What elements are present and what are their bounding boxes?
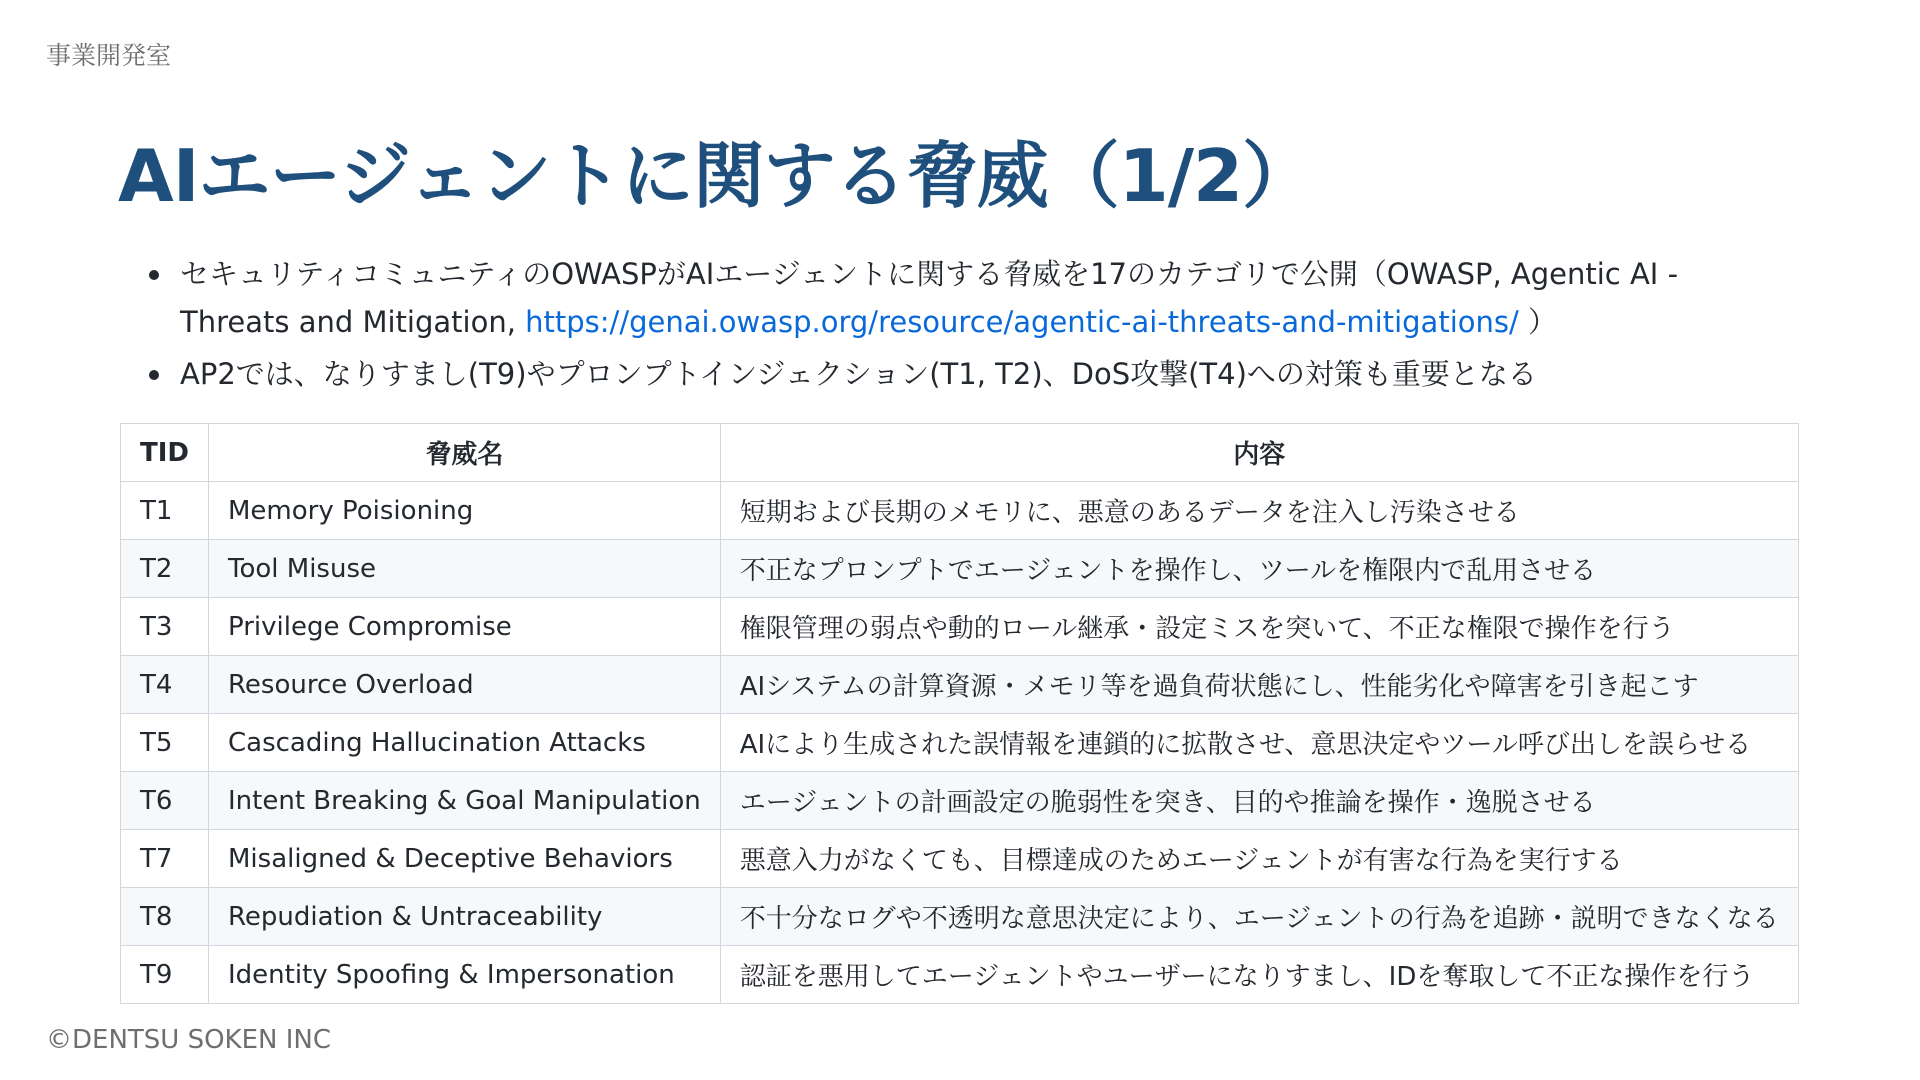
tid-cell: T7 xyxy=(121,830,209,888)
tid-cell: T1 xyxy=(121,482,209,540)
bullet-text: セキュリティコミュニティのOWASPがAIエージェントに関する脅威を17のカテゴリで公開（OWASP, Agentic AI - Threats and Mitigation, xyxy=(180,257,1679,339)
threat-name-cell: Intent Breaking & Goal Manipulation xyxy=(209,772,721,830)
department-label: 事業開発室 xyxy=(46,41,172,70)
table-row xyxy=(121,540,1799,598)
threat-name-cell: Misaligned & Deceptive Behaviors xyxy=(209,830,721,888)
bullet-list xyxy=(180,250,1740,402)
threat-name-cell: Resource Overload xyxy=(209,656,721,714)
bullet-item-ap2 xyxy=(180,350,1740,398)
tid-cell: T8 xyxy=(121,888,209,946)
tid-cell: T5 xyxy=(121,714,209,772)
slide-title: AIエージェントに関する脅威（1/2） xyxy=(118,134,1314,218)
threat-name-cell: Repudiation & Untraceability xyxy=(209,888,721,946)
table-row xyxy=(121,946,1799,1004)
bullet-text: AP2では、なりすまし(T9)やプロンプトインジェクション(T1, T2)、DoS攻撃(T4)への対策も重要となる xyxy=(180,357,1537,391)
threat-name-cell: Memory Poisioning xyxy=(209,482,721,540)
owasp-link[interactable]: https://genai.owasp.org/resource/agentic-ai-threats-and-mitigations/ xyxy=(525,305,1519,339)
table-row xyxy=(121,714,1799,772)
threat-name-cell: Privilege Compromise xyxy=(209,598,721,656)
table-row xyxy=(121,656,1799,714)
bullet-item-owasp xyxy=(180,250,1740,346)
description-cell: 悪意入力がなくても、目標達成のためエージェントが有害な行為を実行する xyxy=(720,830,1798,888)
header-threat-name: 脅威名 xyxy=(209,424,721,482)
tid-cell: T4 xyxy=(121,656,209,714)
table-row xyxy=(121,830,1799,888)
table-header-row xyxy=(121,424,1799,482)
tid-cell: T3 xyxy=(121,598,209,656)
threat-name-cell: Identity Spoofing & Impersonation xyxy=(209,946,721,1004)
description-cell: 認証を悪用してエージェントやユーザーになりすまし、IDを奪取して不正な操作を行う xyxy=(720,946,1798,1004)
copyright-footer: ©DENTSU SOKEN INC xyxy=(46,1025,332,1055)
description-cell: 権限管理の弱点や動的ロール継承・設定ミスを突いて、不正な権限で操作を行う xyxy=(720,598,1798,656)
description-cell: AIシステムの計算資源・メモリ等を過負荷状態にし、性能劣化や障害を引き起こす xyxy=(720,656,1798,714)
header-tid: TID xyxy=(121,424,209,482)
tid-cell: T6 xyxy=(121,772,209,830)
threat-table xyxy=(120,423,1799,1004)
table-row xyxy=(121,772,1799,830)
description-cell: エージェントの計画設定の脆弱性を突き、目的や推論を操作・逸脱させる xyxy=(720,772,1798,830)
tid-cell: T9 xyxy=(121,946,209,1004)
description-cell: 短期および長期のメモリに、悪意のあるデータを注入し汚染させる xyxy=(720,482,1798,540)
description-cell: 不十分なログや不透明な意思決定により、エージェントの行為を追跡・説明できなくなる xyxy=(720,888,1798,946)
threat-name-cell: Tool Misuse xyxy=(209,540,721,598)
table-row xyxy=(121,598,1799,656)
header-description: 内容 xyxy=(720,424,1798,482)
table-row xyxy=(121,482,1799,540)
tid-cell: T2 xyxy=(121,540,209,598)
bullet-text-end: ） xyxy=(1518,305,1557,339)
description-cell: 不正なプロンプトでエージェントを操作し、ツールを権限内で乱用させる xyxy=(720,540,1798,598)
threat-name-cell: Cascading Hallucination Attacks xyxy=(209,714,721,772)
table-row xyxy=(121,888,1799,946)
description-cell: AIにより生成された誤情報を連鎖的に拡散させ、意思決定やツール呼び出しを誤らせる xyxy=(720,714,1798,772)
